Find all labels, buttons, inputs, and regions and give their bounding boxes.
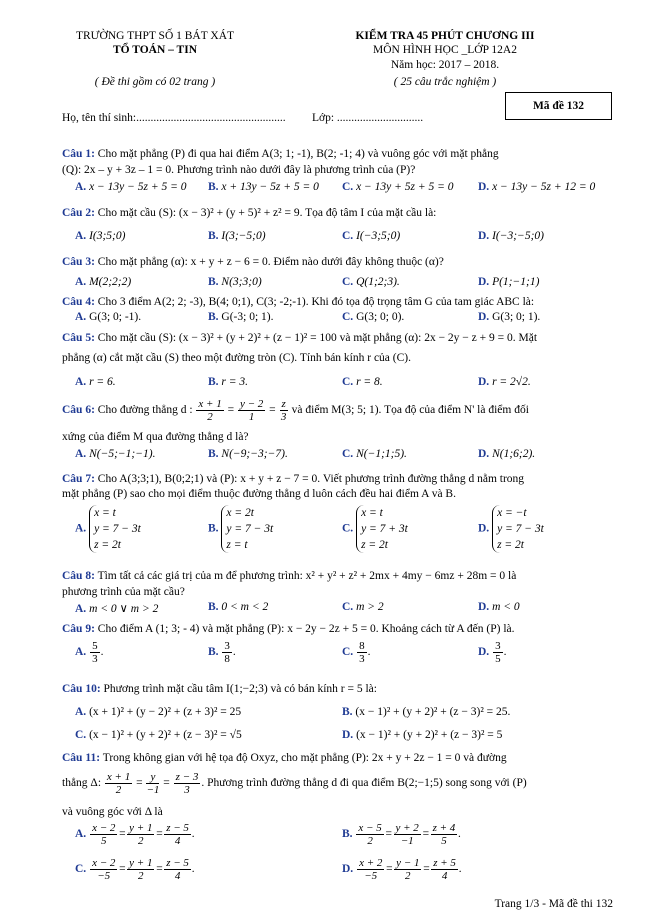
q1-option-b[interactable]: B. x + 13y − 5z + 5 = 0 xyxy=(208,181,319,193)
question-6: Câu 6: Cho đường thẳng d : $\frac{x + 1}{2}$ = $\frac{y - 2}{1}$ = $\frac{z}{3}$ và điểm M(3; 5; 1). Tọa độ của điểm N' là điểm đối xyxy=(62,398,529,423)
q4-option-a[interactable]: A. G(3; 0; -1). xyxy=(75,311,142,323)
q6-option-b[interactable]: B. N(−9;−3;−7). xyxy=(208,448,288,460)
q6-option-d[interactable]: D. N(1;6;2). xyxy=(478,448,536,460)
q4-option-b[interactable]: B. G(-3; 0; 1). xyxy=(208,311,274,323)
q9-option-a[interactable]: A. $\frac{5}{3}$ . xyxy=(75,640,104,665)
q4-option-d[interactable]: D. G(3; 0; 1). xyxy=(478,311,541,323)
exam-code: Mã đề 132 xyxy=(532,100,585,112)
q8-option-a[interactable]: A. m < 0 ∨ m > 2 xyxy=(75,603,159,615)
q6-option-a[interactable]: A. N(−5;−1;−1). xyxy=(75,448,156,460)
question-8: Câu 8: Tìm tất cả các giá trị của m để phương trình: x² + y² + z² + 2mx + 4my − 6mz + 28m = 0 là xyxy=(62,570,517,582)
question-3: Câu 3: Cho mặt phẳng (α): x + y + z − 6 = 0. Điểm nào dưới đây không thuộc (α)? xyxy=(62,256,444,268)
question-8-line2: phương trình của mặt cầu? xyxy=(62,586,185,598)
q7-option-a[interactable]: A. x = t y = 7 − 3t z = 2t xyxy=(75,507,141,551)
q11-option-a[interactable]: A. $\frac{x - 2}{5}$ = $\frac{y + 1}{2}$ = $\frac{z - 5}{4}$ . xyxy=(75,822,195,847)
q8-option-d[interactable]: D. m < 0 xyxy=(478,601,520,613)
q1-option-d[interactable]: D. x − 13y − 5z + 12 = 0 xyxy=(478,181,596,193)
q3-option-d[interactable]: D. P(1;−1;1) xyxy=(478,276,540,288)
q1-option-c[interactable]: C. x − 13y + 5z + 5 = 0 xyxy=(342,181,454,193)
page-footer: Trang 1/3 - Mã đề thi 132 xyxy=(494,898,613,910)
q10-option-a[interactable]: A. (x + 1)² + (y − 2)² + (z + 3)² = 25 xyxy=(75,706,242,718)
question-11-line3: và vuông góc với Δ là xyxy=(62,806,163,818)
q2-option-c[interactable]: C. I(−3;5;0) xyxy=(342,230,401,242)
q5-option-a[interactable]: A. r = 6. xyxy=(75,376,116,388)
exam-code-box xyxy=(505,92,612,120)
q2-option-a[interactable]: A. I(3;5;0) xyxy=(75,230,126,242)
q9-option-b[interactable]: B. $\frac{3}{8}$ . xyxy=(208,640,236,665)
question-count-note: ( 25 câu trắc nghiệm ) xyxy=(393,76,497,88)
question-1: Câu 1: Cho mặt phẳng (P) đi qua hai điểm A(3; 1; -1), B(2; -1; 4) và vuông góc với mặt phẳng xyxy=(62,148,499,160)
q7-option-c[interactable]: C. x = t y = 7 + 3t z = 2t xyxy=(342,507,408,551)
q3-option-c[interactable]: C. Q(1;2;3). xyxy=(342,276,400,288)
q6-option-c[interactable]: C. N(−1;1;5). xyxy=(342,448,407,460)
question-11-line2: thẳng Δ: $\frac{x + 1}{2}$ = $\frac{y}{-1}$ = $\frac{z - 3}{3}$ . Phương trình đường thẳng d đi qua điểm B(2;−1;5) song song với (P) xyxy=(62,771,527,796)
question-5-line2: phẳng (α) cắt mặt cầu (S) theo một đường tròn (C). Tính bán kính r của (C). xyxy=(62,352,411,364)
student-name-field[interactable]: Họ, tên thí sinh:.................................................... xyxy=(62,112,286,124)
q11-option-c[interactable]: C. $\frac{x - 2}{-5}$ = $\frac{y + 1}{2}$ = $\frac{z - 5}{4}$ . xyxy=(75,857,195,882)
q10-option-b[interactable]: B. (x − 1)² + (y + 2)² + (z − 3)² = 25. xyxy=(342,706,511,718)
question-1-line2: (Q): 2x – y + 3z – 1 = 0. Phương trình nào dưới đây là phương trình của (P)? xyxy=(62,164,416,176)
subject: MÔN HÌNH HỌC _LỚP 12A2 xyxy=(373,44,517,56)
q2-option-d[interactable]: D. I(−3;−5;0) xyxy=(478,230,544,242)
question-4: Câu 4: Cho 3 điểm A(2; 2; -3), B(4; 0;1), C(3; -2;-1). Khi đó tọa độ trọng tâm G của tam giác ABC là: xyxy=(62,296,535,308)
q10-option-c[interactable]: C. (x − 1)² + (y + 2)² + (z − 3)² = √5 xyxy=(75,729,242,741)
q8-option-b[interactable]: B. 0 < m < 2 xyxy=(208,601,269,613)
class-field[interactable]: Lớp: .............................. xyxy=(312,112,424,124)
q9-option-c[interactable]: C. $\frac{8}{3}$ . xyxy=(342,640,371,665)
question-7: Câu 7: Cho A(3;3;1), B(0;2;1) và (P): x + y + z − 7 = 0. Viết phương trình đường thẳng d nằm trong xyxy=(62,473,525,485)
q7-option-b[interactable]: B. x = 2t y = 7 − 3t z = t xyxy=(208,507,274,551)
q8-option-c[interactable]: C. m > 2 xyxy=(342,601,384,613)
school-name: TRƯỜNG THPT SỐ 1 BÁT XÁT xyxy=(75,30,235,42)
school-year: Năm học: 2017 – 2018. xyxy=(390,59,500,71)
q1-option-a[interactable]: A. x − 13y − 5z + 5 = 0 xyxy=(75,181,187,193)
q5-option-b[interactable]: B. r = 3. xyxy=(208,376,249,388)
q7-option-d[interactable]: D. x = −t y = 7 − 3t z = 2t xyxy=(478,507,544,551)
q5-option-c[interactable]: C. r = 8. xyxy=(342,376,383,388)
q3-option-b[interactable]: B. N(3;3;0) xyxy=(208,276,262,288)
page-count-note: ( Đề thi gồm có 02 trang ) xyxy=(94,76,216,88)
exam-title: KIỂM TRA 45 PHÚT CHƯƠNG III xyxy=(355,30,535,42)
q11-option-b[interactable]: B. $\frac{x - 5}{2}$ = $\frac{y + 2}{-1}$ = $\frac{z + 4}{5}$ . xyxy=(342,822,462,847)
q9-option-d[interactable]: D. $\frac{3}{5}$ . xyxy=(478,640,507,665)
q10-option-d[interactable]: D. (x − 1)² + (y + 2)² + (z − 3)² = 5 xyxy=(342,729,503,741)
q11-option-d[interactable]: D. $\frac{x + 2}{-5}$ = $\frac{y - 1}{2}$ = $\frac{z + 5}{4}$ . xyxy=(342,857,462,882)
question-6-line2: xứng của điểm M qua đường thẳng d là? xyxy=(62,431,249,443)
question-2: Câu 2: Cho mặt cầu (S): (x − 3)² + (y + 5)² + z² = 9. Tọa độ tâm I của mặt cầu là: xyxy=(62,207,437,219)
question-7-line2: mặt phẳng (P) sao cho mọi điểm thuộc đường thẳng d luôn cách đều hai điểm A và B. xyxy=(62,488,456,500)
question-9: Câu 9: Cho điểm A (1; 3; - 4) và mặt phẳng (P): x − 2y − 2z + 5 = 0. Khoảng cách từ A đến (P) là. xyxy=(62,623,515,635)
q4-option-c[interactable]: C. G(3; 0; 0). xyxy=(342,311,405,323)
q3-option-a[interactable]: A. M(2;2;2) xyxy=(75,276,132,288)
q5-option-d[interactable]: D. r = 2√2. xyxy=(478,376,531,388)
question-10: Câu 10: Phương trình mặt cầu tâm I(1;−2;3) và có bán kính r = 5 là: xyxy=(62,683,377,695)
q2-option-b[interactable]: B. I(3;−5;0) xyxy=(208,230,266,242)
question-11: Câu 11: Trong không gian với hệ tọa độ Oxyz, cho mặt phẳng (P): 2x + y + 2z − 1 = 0 và đường xyxy=(62,752,507,764)
question-5: Câu 5: Cho mặt cầu (S): (x − 3)² + (y + 2)² + (z − 1)² = 100 và mặt phẳng (α): 2x − 2y − z + 9 = 0. Mặt xyxy=(62,332,538,344)
department: TỔ TOÁN – TIN xyxy=(112,44,198,56)
